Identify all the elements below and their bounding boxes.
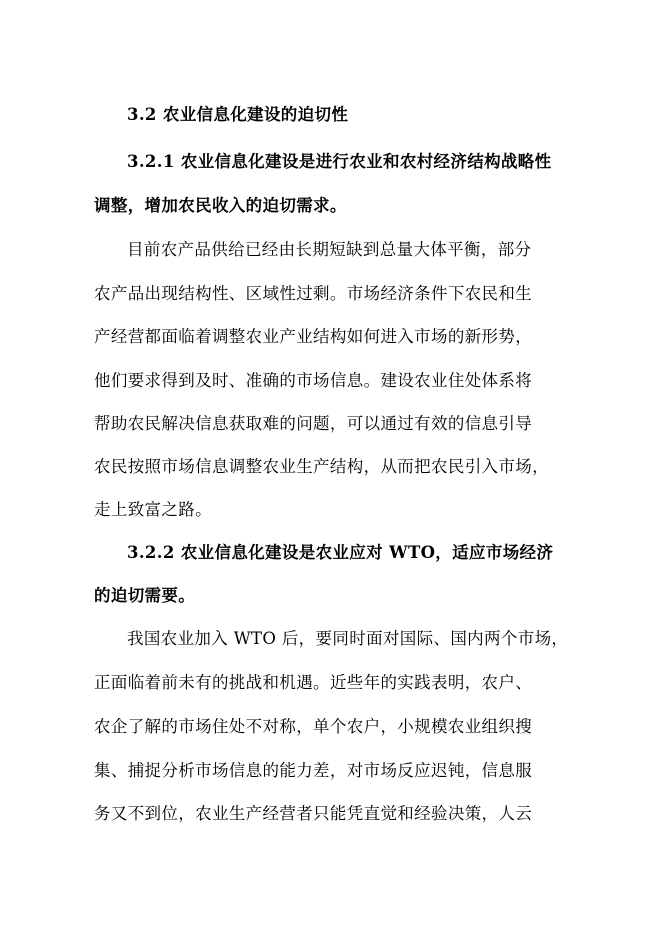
subsection-1-paragraph-line-4: 他们要求得到及时、准确的市场信息。建设农业住处体系将: [94, 371, 533, 390]
subsection-1-paragraph-line-3: 产经营都面临着调整农业产业结构如何进入市场的新形势，: [94, 327, 533, 346]
subsection-2-paragraph-line-3: 农企了解的市场住处不对称，单个农户，小规模农业组织搜: [94, 717, 533, 736]
subsection-1-paragraph-line-1: 目前农产品供给已经由长期短缺到总量大体平衡，部分: [127, 240, 532, 259]
section-heading: 3.2 农业信息化建设的迫切性: [127, 105, 349, 124]
subsection-1-paragraph-line-7: 走上致富之路。: [94, 500, 212, 519]
subsection-2-title-line-1: 3.2.2 农业信息化建设是农业应对 WTO，适应市场经济: [127, 543, 554, 562]
subsection-1-paragraph-line-6: 农民按照市场信息调整农业生产结构，从而把农民引入市场，: [94, 457, 549, 476]
subsection-2-title-line-2: 的迫切需要。: [94, 586, 196, 605]
subsection-2-paragraph-line-2: 正面临着前未有的挑战和机遇。近些年的实践表明，农户、: [94, 673, 533, 692]
subsection-1-title-line-2: 调整，增加农民收入的迫切需求。: [94, 196, 347, 215]
subsection-2-paragraph-line-5: 务又不到位，农业生产经营者只能凭直觉和经验决策，人云: [94, 804, 533, 823]
subsection-1-paragraph-line-2: 农产品出现结构性、区域性过剩。市场经济条件下农民和生: [94, 284, 533, 303]
subsection-2-paragraph-line-1: 我国农业加入 WTO 后，要同时面对国际、国内两个市场，: [127, 629, 569, 648]
subsection-1-paragraph-line-5: 帮助农民解决信息获取难的问题，可以通过有效的信息引导: [94, 414, 533, 433]
subsection-2-paragraph-line-4: 集、捕捉分析市场信息的能力差，对市场反应迟钝，信息服: [94, 761, 533, 780]
subsection-1-title-line-1: 3.2.1 农业信息化建设是进行农业和农村经济结构战略性: [127, 152, 552, 171]
